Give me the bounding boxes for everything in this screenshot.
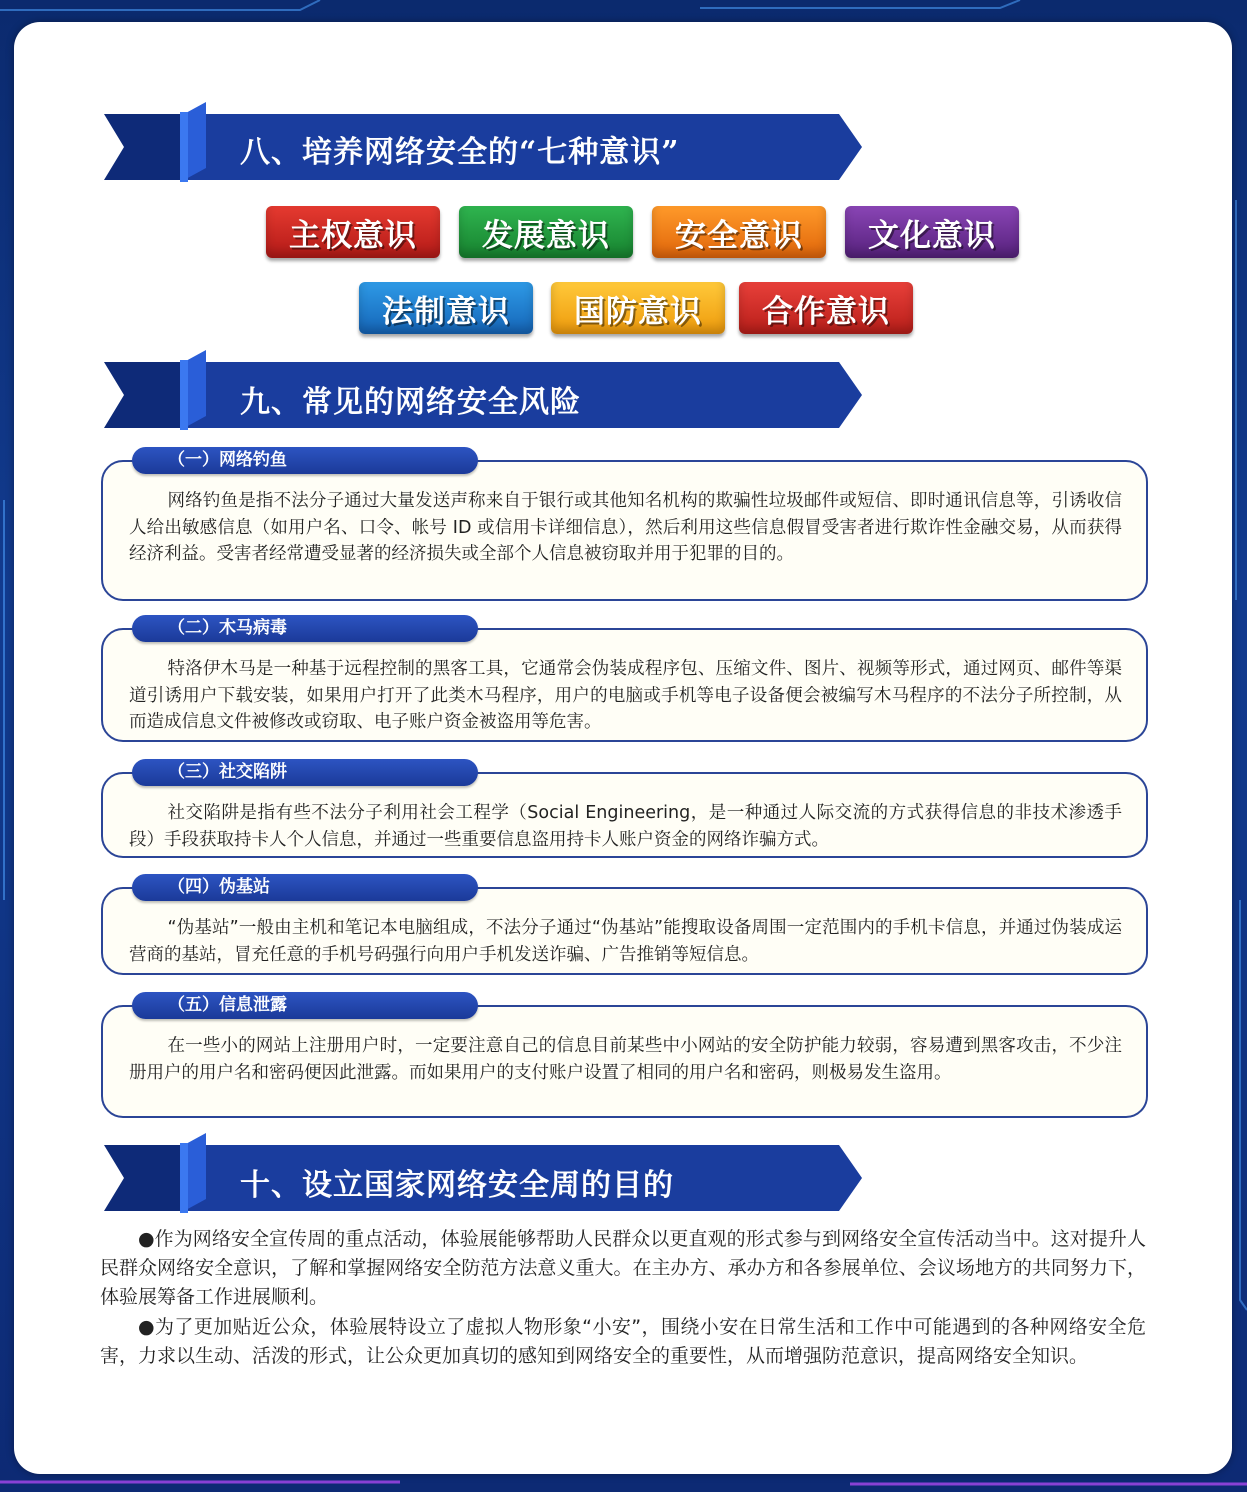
risk-label-info-leak: （五）信息泄露 (132, 992, 478, 1019)
section-ten-title: 十、设立国家网络安全周的目的 (240, 1168, 674, 1203)
tag-security-awareness: 安全意识 (652, 206, 826, 258)
risk-card-phishing (101, 460, 1148, 601)
risk-label-social-trap: （三）社交陷阱 (132, 759, 478, 786)
tag-cooperation-awareness: 合作意识 (739, 282, 913, 334)
risk-label-trojan: （二）木马病毒 (132, 615, 478, 642)
section-nine-banner (104, 350, 864, 430)
tag-development-awareness: 发展意识 (459, 206, 633, 258)
risk-label-phishing: （一）网络钓鱼 (132, 447, 478, 474)
risk-description: 网络钓鱼是指不法分子通过大量发送声称来自于银行或其他知名机构的欺骗性垃圾邮件或短信、即时通讯信息等，引诱收信人给出敏感信息（如用户名、口令、帐号 ID 或信用卡详细信息），然后利用这些信息假冒受害者进行欺诈性金融交易，从而获得经济利益。受害者经常遭受显著的经济损失或全部个人信息被窃取并用于犯罪的目的。 (129, 491, 1122, 564)
section-nine-title: 九、常见的网络安全风险 (240, 385, 581, 420)
tag-legal-awareness: 法制意识 (359, 282, 533, 334)
purpose-paragraph-2: ●为了更加贴近公众，体验展特设立了虚拟人物形象“小安”，围绕小安在日常生活和工作中可能遇到的各种网络安全危害，力求以生动、活泼的形式，让公众更加真切的感知到网络安全的重要性，从而增强防范意识，提高网络安全知识。 (100, 1316, 1146, 1367)
risk-label-fake-base-station: （四）伪基站 (132, 874, 478, 901)
purpose-paragraph-1: ●作为网络安全宣传周的重点活动，体验展能够帮助人民群众以更直观的形式参与到网络安全宣传活动当中。这对提升人民群众网络安全意识，了解和掌握网络安全防范方法意义重大。在主办方、承办方和各参展单位、会议场地方的共同努力下，体验展筹备工作进展顺利。 (100, 1228, 1146, 1308)
risk-card-trojan (101, 628, 1148, 742)
risk-description: 特洛伊木马是一种基于远程控制的黑客工具，它通常会伪装成程序包、压缩文件、图片、视频等形式，通过网页、邮件等渠道引诱用户下载安装，如果用户打开了此类木马程序，用户的电脑或手机等电子设备便会被编写木马程序的不法分子所控制，从而造成信息文件被修改或窃取、电子账户资金被盗用等危害。 (129, 659, 1122, 732)
section-eight-banner (104, 102, 864, 182)
tag-sovereignty-awareness: 主权意识 (266, 206, 440, 258)
risk-description: 社交陷阱是指有些不法分子利用社会工程学（Social Engineering，是一种通过人际交流的方式获得信息的非技术渗透手段）手段获取持卡人个人信息，并通过一些重要信息盗用持卡人账户资金的网络诈骗方式。 (129, 803, 1122, 850)
tag-defense-awareness: 国防意识 (551, 282, 725, 334)
risk-card-info-leak (101, 1005, 1148, 1118)
risk-description: 在一些小的网站上注册用户时，一定要注意自己的信息目前某些中小网站的安全防护能力较弱，容易遭到黑客攻击，不少注册用户的用户名和密码便因此泄露。而如果用户的支付账户设置了相同的用户名和密码，则极易发生盗用。 (129, 1036, 1122, 1083)
risk-description: “伪基站”一般由主机和笔记本电脑组成，不法分子通过“伪基站”能搜取设备周围一定范围内的手机卡信息，并通过伪装成运营商的基站，冒充任意的手机号码强行向用户手机发送诈骗、广告推销等短信息。 (129, 918, 1122, 965)
section-eight-title: 八、培养网络安全的“七种意识” (240, 135, 680, 170)
section-ten-banner (104, 1133, 864, 1213)
tag-culture-awareness: 文化意识 (845, 206, 1019, 258)
